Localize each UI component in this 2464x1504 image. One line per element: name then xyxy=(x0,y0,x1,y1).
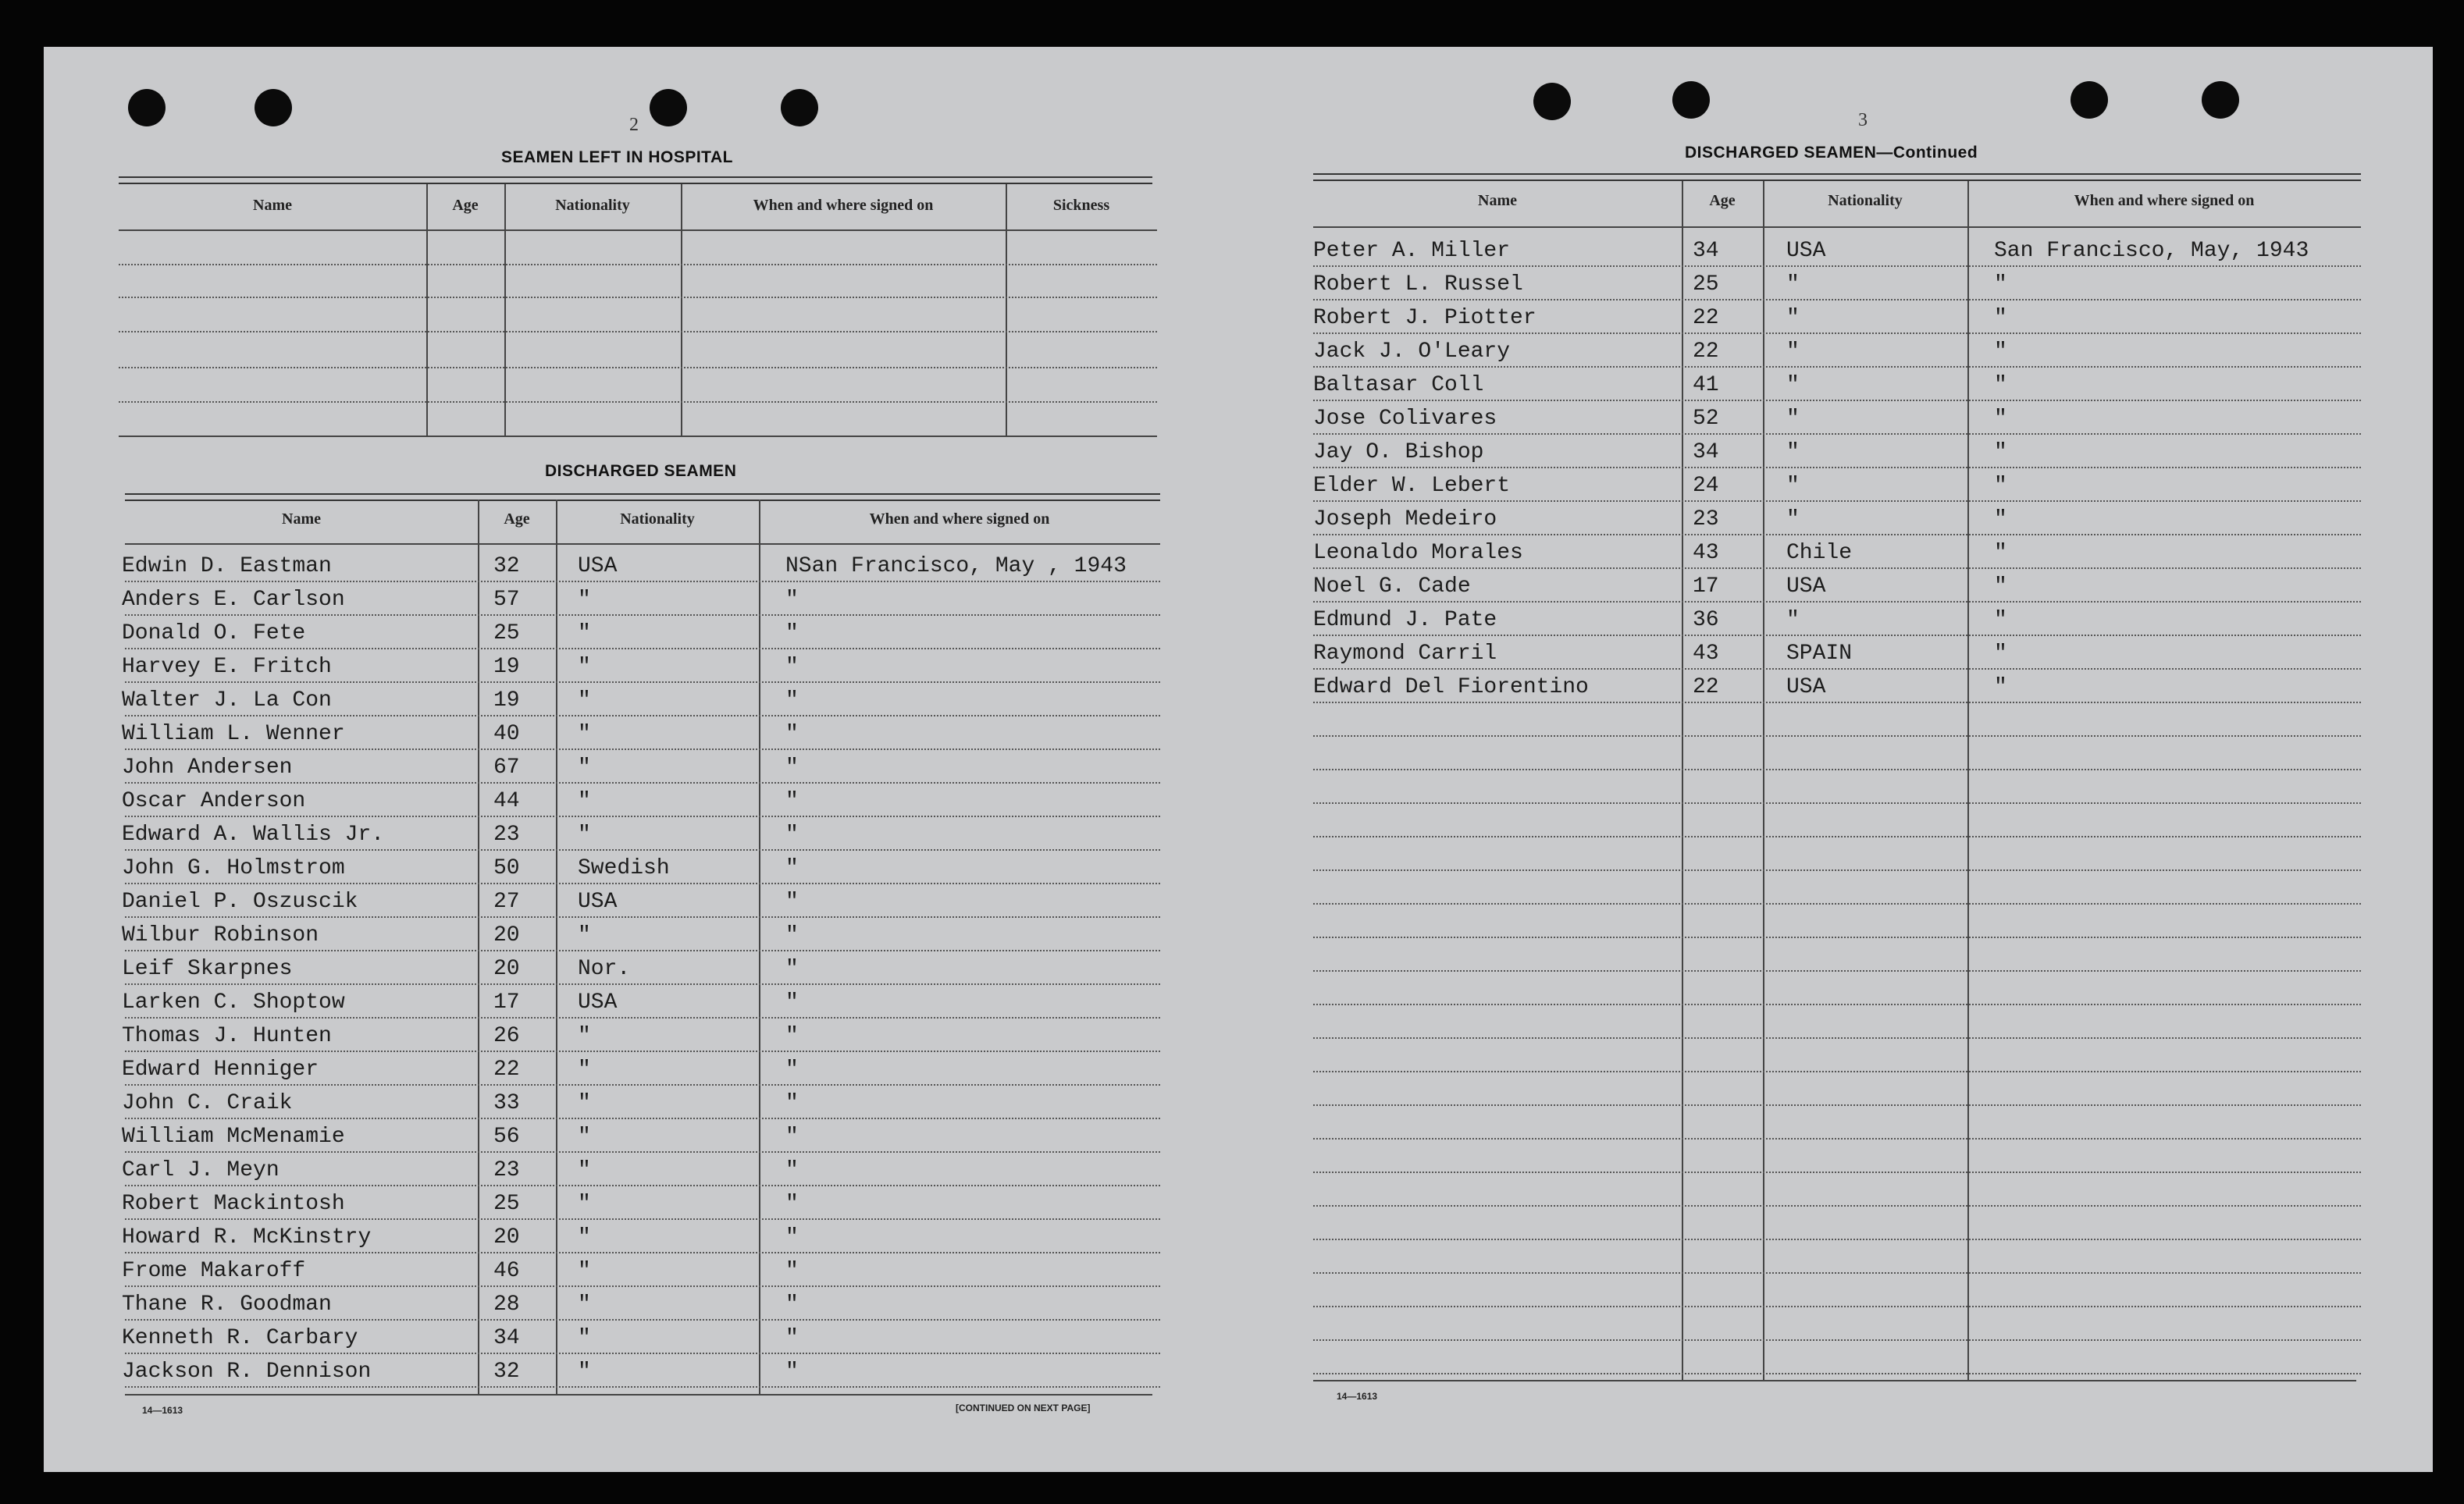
column-header: When and where signed on xyxy=(2074,192,2255,209)
row-rule xyxy=(119,331,1157,332)
seaman-signed-on: " xyxy=(785,856,799,880)
row-rule xyxy=(125,1218,1160,1220)
row-rule xyxy=(1313,1138,2361,1140)
seaman-nationality: Swedish xyxy=(578,856,670,880)
form-number: 14—1613 xyxy=(1337,1391,1378,1402)
row-rule xyxy=(119,367,1157,368)
row-rule xyxy=(1313,467,2361,468)
seaman-signed-on: " xyxy=(1994,373,2007,397)
seaman-signed-on: " xyxy=(785,957,799,981)
row-rule xyxy=(1313,1071,2361,1072)
row-rule xyxy=(125,1353,1160,1354)
seaman-name: Donald O. Fete xyxy=(122,621,306,645)
seaman-nationality: USA xyxy=(1786,675,1826,699)
row-rule xyxy=(119,401,1157,403)
seaman-name: Harvey E. Fritch xyxy=(122,655,332,679)
seaman-nationality: " xyxy=(578,1259,591,1283)
row-rule xyxy=(125,648,1160,649)
seaman-nationality: " xyxy=(1786,608,1800,632)
row-rule xyxy=(125,1252,1160,1253)
table-rule xyxy=(1313,1380,2356,1381)
seaman-nationality: " xyxy=(578,1360,591,1384)
row-rule xyxy=(125,614,1160,616)
seaman-age: 52 xyxy=(1693,407,1719,431)
page-number: 2 xyxy=(629,115,639,135)
seaman-name: Jackson R. Dennison xyxy=(122,1360,372,1384)
seaman-nationality: " xyxy=(1786,507,1800,532)
title-rule xyxy=(1313,173,2361,181)
seaman-signed-on: " xyxy=(1994,675,2007,699)
seaman-name: Edwin D. Eastman xyxy=(122,554,332,578)
row-rule xyxy=(1313,567,2361,569)
table-rule xyxy=(119,229,1157,231)
row-rule xyxy=(1313,1373,2361,1374)
seaman-signed-on: " xyxy=(1994,272,2007,297)
seaman-nationality: " xyxy=(1786,440,1800,464)
row-rule xyxy=(1313,735,2361,737)
seaman-nationality: Chile xyxy=(1786,541,1853,565)
row-rule xyxy=(1313,534,2361,535)
seaman-signed-on: " xyxy=(785,688,799,713)
page-number: 3 xyxy=(1858,110,1868,130)
seaman-nationality: " xyxy=(578,588,591,612)
column-header: When and where signed on xyxy=(869,510,1050,528)
seaman-nationality: SPAIN xyxy=(1786,642,1853,666)
seaman-signed-on: " xyxy=(785,1125,799,1149)
column-header: Nationality xyxy=(555,197,630,214)
seaman-age: 25 xyxy=(493,1192,520,1216)
seaman-nationality: " xyxy=(578,756,591,780)
seaman-name: Thane R. Goodman xyxy=(122,1292,332,1317)
seaman-nationality: " xyxy=(578,1225,591,1250)
row-rule xyxy=(1313,1306,2361,1307)
punch-hole xyxy=(1672,81,1710,119)
seaman-name: Anders E. Carlson xyxy=(122,588,345,612)
seaman-age: 57 xyxy=(493,588,520,612)
row-rule xyxy=(125,1017,1160,1019)
form-number: 14—1613 xyxy=(142,1405,183,1416)
seaman-nationality: USA xyxy=(578,554,618,578)
seaman-nationality: USA xyxy=(1786,574,1826,599)
row-rule xyxy=(125,849,1160,851)
row-rule xyxy=(1313,869,2361,871)
row-rule xyxy=(1313,1172,2361,1173)
row-rule xyxy=(1313,299,2361,300)
seaman-signed-on: " xyxy=(785,655,799,679)
row-rule xyxy=(125,983,1160,985)
row-rule xyxy=(1313,1004,2361,1005)
seaman-name: John Andersen xyxy=(122,756,293,780)
seaman-nationality: USA xyxy=(1786,239,1826,263)
seaman-signed-on: " xyxy=(785,1326,799,1350)
row-rule xyxy=(1313,601,2361,603)
seaman-nationality: " xyxy=(578,1125,591,1149)
seaman-name: Edward Henniger xyxy=(122,1058,319,1082)
seaman-signed-on: " xyxy=(1994,507,2007,532)
row-rule xyxy=(125,782,1160,784)
column-divider xyxy=(1682,181,1683,1380)
column-divider xyxy=(1006,184,1007,437)
seaman-signed-on: " xyxy=(785,789,799,813)
punch-hole xyxy=(255,89,292,126)
seaman-name: Edmund J. Pate xyxy=(1313,608,1497,632)
punch-hole xyxy=(650,89,687,126)
row-rule xyxy=(1313,500,2361,502)
seaman-nationality: " xyxy=(578,1091,591,1115)
seaman-age: 23 xyxy=(493,1158,520,1182)
seaman-nationality: " xyxy=(578,655,591,679)
row-rule xyxy=(125,1185,1160,1186)
seaman-age: 17 xyxy=(493,990,520,1015)
column-header: Sickness xyxy=(1052,197,1110,214)
column-divider xyxy=(1763,181,1764,1380)
seaman-name: Edward A. Wallis Jr. xyxy=(122,823,385,847)
seaman-age: 32 xyxy=(493,1360,520,1384)
row-rule xyxy=(125,1386,1160,1388)
seaman-signed-on: " xyxy=(785,1225,799,1250)
hospital-section-title: SEAMEN LEFT IN HOSPITAL xyxy=(501,148,733,166)
seaman-signed-on: " xyxy=(1994,340,2007,364)
seaman-name: Thomas J. Hunten xyxy=(122,1024,332,1048)
column-header: Name xyxy=(1478,192,1517,209)
seaman-signed-on: " xyxy=(785,621,799,645)
row-rule xyxy=(125,1084,1160,1086)
seaman-name: John G. Holmstrom xyxy=(122,856,345,880)
column-header: When and where signed on xyxy=(753,197,934,214)
seaman-nationality: USA xyxy=(578,990,618,1015)
seaman-nationality: " xyxy=(578,621,591,645)
seaman-nationality: USA xyxy=(578,890,618,914)
seaman-signed-on: " xyxy=(1994,574,2007,599)
row-rule xyxy=(125,1319,1160,1321)
seaman-age: 50 xyxy=(493,856,520,880)
seaman-name: Jose Colivares xyxy=(1313,407,1497,431)
seaman-name: Baltasar Coll xyxy=(1313,373,1484,397)
seaman-signed-on: " xyxy=(1994,407,2007,431)
column-divider xyxy=(681,184,682,437)
seaman-name: Jack J. O'Leary xyxy=(1313,340,1511,364)
row-rule xyxy=(1313,332,2361,334)
seaman-age: 32 xyxy=(493,554,520,578)
row-rule xyxy=(125,681,1160,683)
seaman-age: 24 xyxy=(1693,474,1719,498)
seaman-name: Leonaldo Morales xyxy=(1313,541,1523,565)
seaman-nationality: " xyxy=(578,1292,591,1317)
seaman-nationality: " xyxy=(578,1192,591,1216)
row-rule xyxy=(1313,802,2361,804)
seaman-name: Elder W. Lebert xyxy=(1313,474,1511,498)
seaman-signed-on: " xyxy=(785,1058,799,1082)
seaman-nationality: " xyxy=(1786,474,1800,498)
seaman-signed-on: " xyxy=(785,1360,799,1384)
seaman-nationality: " xyxy=(1786,407,1800,431)
seaman-signed-on: " xyxy=(1994,541,2007,565)
seaman-signed-on: " xyxy=(1994,474,2007,498)
seaman-name: Raymond Carril xyxy=(1313,642,1497,666)
seaman-age: 23 xyxy=(493,823,520,847)
column-header: Age xyxy=(504,510,530,528)
column-header: Nationality xyxy=(1828,192,1903,209)
column-header: Age xyxy=(452,197,479,214)
seaman-signed-on: " xyxy=(785,588,799,612)
punch-hole xyxy=(1533,83,1571,120)
row-rule xyxy=(119,264,1157,265)
seaman-age: 34 xyxy=(1693,239,1719,263)
column-divider xyxy=(426,184,428,437)
seaman-name: Oscar Anderson xyxy=(122,789,306,813)
seaman-age: 41 xyxy=(1693,373,1719,397)
seaman-nationality: " xyxy=(578,688,591,713)
row-rule xyxy=(1313,265,2361,267)
seaman-name: Robert J. Piotter xyxy=(1313,306,1536,330)
seaman-signed-on: " xyxy=(785,990,799,1015)
row-rule xyxy=(1313,970,2361,972)
column-header: Nationality xyxy=(620,510,695,528)
seaman-name: Wilbur Robinson xyxy=(122,923,319,948)
punch-hole xyxy=(2071,81,2108,119)
seaman-name: Robert L. Russel xyxy=(1313,272,1523,297)
row-rule xyxy=(1313,433,2361,435)
row-rule xyxy=(1313,635,2361,636)
seaman-name: Jay O. Bishop xyxy=(1313,440,1484,464)
punch-hole xyxy=(781,89,818,126)
seaman-signed-on: " xyxy=(785,1091,799,1115)
row-rule xyxy=(1313,1272,2361,1274)
seaman-signed-on: " xyxy=(1994,306,2007,330)
seaman-age: 23 xyxy=(1693,507,1719,532)
column-header: Name xyxy=(282,510,321,528)
seaman-age: 36 xyxy=(1693,608,1719,632)
seaman-nationality: " xyxy=(578,923,591,948)
title-rule xyxy=(119,176,1152,184)
seaman-name: Peter A. Miller xyxy=(1313,239,1511,263)
seaman-name: Carl J. Meyn xyxy=(122,1158,280,1182)
seaman-name: Kenneth R. Carbary xyxy=(122,1326,358,1350)
row-rule xyxy=(1313,836,2361,837)
seaman-name: Robert Mackintosh xyxy=(122,1192,345,1216)
seaman-name: John C. Craik xyxy=(122,1091,293,1115)
row-rule xyxy=(125,883,1160,884)
table-rule xyxy=(1313,226,2361,228)
seaman-age: 44 xyxy=(493,789,520,813)
seaman-signed-on: " xyxy=(785,1192,799,1216)
seaman-name: Walter J. La Con xyxy=(122,688,332,713)
column-divider xyxy=(556,500,557,1394)
seaman-age: 20 xyxy=(493,957,520,981)
seaman-name: Frome Makaroff xyxy=(122,1259,306,1283)
seaman-nationality: " xyxy=(578,1158,591,1182)
column-divider xyxy=(478,500,479,1394)
row-rule xyxy=(125,916,1160,918)
row-rule xyxy=(125,1151,1160,1153)
seaman-nationality: Nor. xyxy=(578,957,631,981)
seaman-signed-on: " xyxy=(1994,608,2007,632)
punch-hole xyxy=(2202,81,2239,119)
seaman-age: 22 xyxy=(1693,340,1719,364)
row-rule xyxy=(1313,1037,2361,1039)
seaman-age: 22 xyxy=(493,1058,520,1082)
row-rule xyxy=(1313,400,2361,401)
row-rule xyxy=(1313,1205,2361,1207)
row-rule xyxy=(125,581,1160,582)
row-rule xyxy=(125,1285,1160,1287)
seaman-age: 40 xyxy=(493,722,520,746)
seaman-name: William L. Wenner xyxy=(122,722,345,746)
row-rule xyxy=(1313,903,2361,905)
seaman-signed-on: " xyxy=(785,756,799,780)
seaman-age: 20 xyxy=(493,923,520,948)
seaman-signed-on: " xyxy=(785,1024,799,1048)
seaman-age: 25 xyxy=(493,621,520,645)
seaman-age: 34 xyxy=(1693,440,1719,464)
seaman-nationality: " xyxy=(578,1326,591,1350)
row-rule xyxy=(1313,702,2361,703)
seaman-name: William McMenamie xyxy=(122,1125,345,1149)
seaman-name: Noel G. Cade xyxy=(1313,574,1471,599)
seaman-signed-on: " xyxy=(785,1158,799,1182)
seaman-name: Daniel P. Oszuscik xyxy=(122,890,358,914)
column-header: Name xyxy=(253,197,292,214)
seaman-nationality: " xyxy=(578,789,591,813)
row-rule xyxy=(119,297,1157,298)
seaman-age: 33 xyxy=(493,1091,520,1115)
seaman-age: 20 xyxy=(493,1225,520,1250)
row-rule xyxy=(1313,668,2361,670)
seaman-age: 26 xyxy=(493,1024,520,1048)
seaman-nationality: " xyxy=(1786,373,1800,397)
column-divider xyxy=(759,500,760,1394)
row-rule xyxy=(1313,1104,2361,1106)
continued-note: [CONTINUED ON NEXT PAGE] xyxy=(956,1403,1091,1413)
seaman-signed-on: " xyxy=(785,923,799,948)
column-divider xyxy=(504,184,506,437)
discharged-continued-title: DISCHARGED SEAMEN—Continued xyxy=(1685,144,1978,162)
row-rule xyxy=(1313,366,2361,368)
seaman-name: Edward Del Fiorentino xyxy=(1313,675,1589,699)
row-rule xyxy=(125,816,1160,817)
seaman-age: 43 xyxy=(1693,541,1719,565)
row-rule xyxy=(1313,769,2361,770)
table-rule xyxy=(125,1394,1152,1396)
seaman-nationality: " xyxy=(578,1058,591,1082)
seaman-age: 22 xyxy=(1693,675,1719,699)
seaman-age: 43 xyxy=(1693,642,1719,666)
seaman-age: 27 xyxy=(493,890,520,914)
row-rule xyxy=(1313,1339,2361,1341)
seaman-age: 25 xyxy=(1693,272,1719,297)
row-rule xyxy=(125,950,1160,951)
seaman-signed-on: NSan Francisco, May , 1943 xyxy=(785,554,1127,578)
seaman-signed-on: " xyxy=(785,1259,799,1283)
seaman-name: Leif Skarpnes xyxy=(122,957,293,981)
seaman-age: 67 xyxy=(493,756,520,780)
row-rule xyxy=(125,1051,1160,1052)
seaman-age: 34 xyxy=(493,1326,520,1350)
seaman-age: 28 xyxy=(493,1292,520,1317)
seaman-age: 19 xyxy=(493,688,520,713)
seaman-nationality: " xyxy=(578,823,591,847)
seaman-nationality: " xyxy=(1786,306,1800,330)
row-rule xyxy=(1313,1239,2361,1240)
column-divider xyxy=(1967,181,1969,1380)
seaman-signed-on: " xyxy=(785,722,799,746)
seaman-name: Howard R. McKinstry xyxy=(122,1225,372,1250)
seaman-nationality: " xyxy=(1786,272,1800,297)
seaman-age: 46 xyxy=(493,1259,520,1283)
seaman-nationality: " xyxy=(578,1024,591,1048)
seaman-age: 56 xyxy=(493,1125,520,1149)
row-rule xyxy=(125,715,1160,716)
seaman-age: 17 xyxy=(1693,574,1719,599)
row-rule xyxy=(125,748,1160,750)
seaman-age: 19 xyxy=(493,655,520,679)
seaman-signed-on: " xyxy=(1994,642,2007,666)
seaman-nationality: " xyxy=(578,722,591,746)
table-rule xyxy=(119,436,1157,437)
seaman-signed-on: " xyxy=(1994,440,2007,464)
seaman-signed-on: " xyxy=(785,823,799,847)
row-rule xyxy=(1313,937,2361,938)
table-rule xyxy=(125,543,1160,545)
seaman-name: Joseph Medeiro xyxy=(1313,507,1497,532)
column-header: Age xyxy=(1709,192,1736,209)
row-rule xyxy=(125,1118,1160,1119)
title-rule xyxy=(125,493,1160,501)
seaman-name: Larken C. Shoptow xyxy=(122,990,345,1015)
seaman-age: 22 xyxy=(1693,306,1719,330)
discharged-section-title: DISCHARGED SEAMEN xyxy=(545,462,737,480)
punch-hole xyxy=(128,89,166,126)
seaman-signed-on: " xyxy=(785,1292,799,1317)
seaman-signed-on: San Francisco, May, 1943 xyxy=(1994,239,2309,263)
seaman-signed-on: " xyxy=(785,890,799,914)
seaman-nationality: " xyxy=(1786,340,1800,364)
